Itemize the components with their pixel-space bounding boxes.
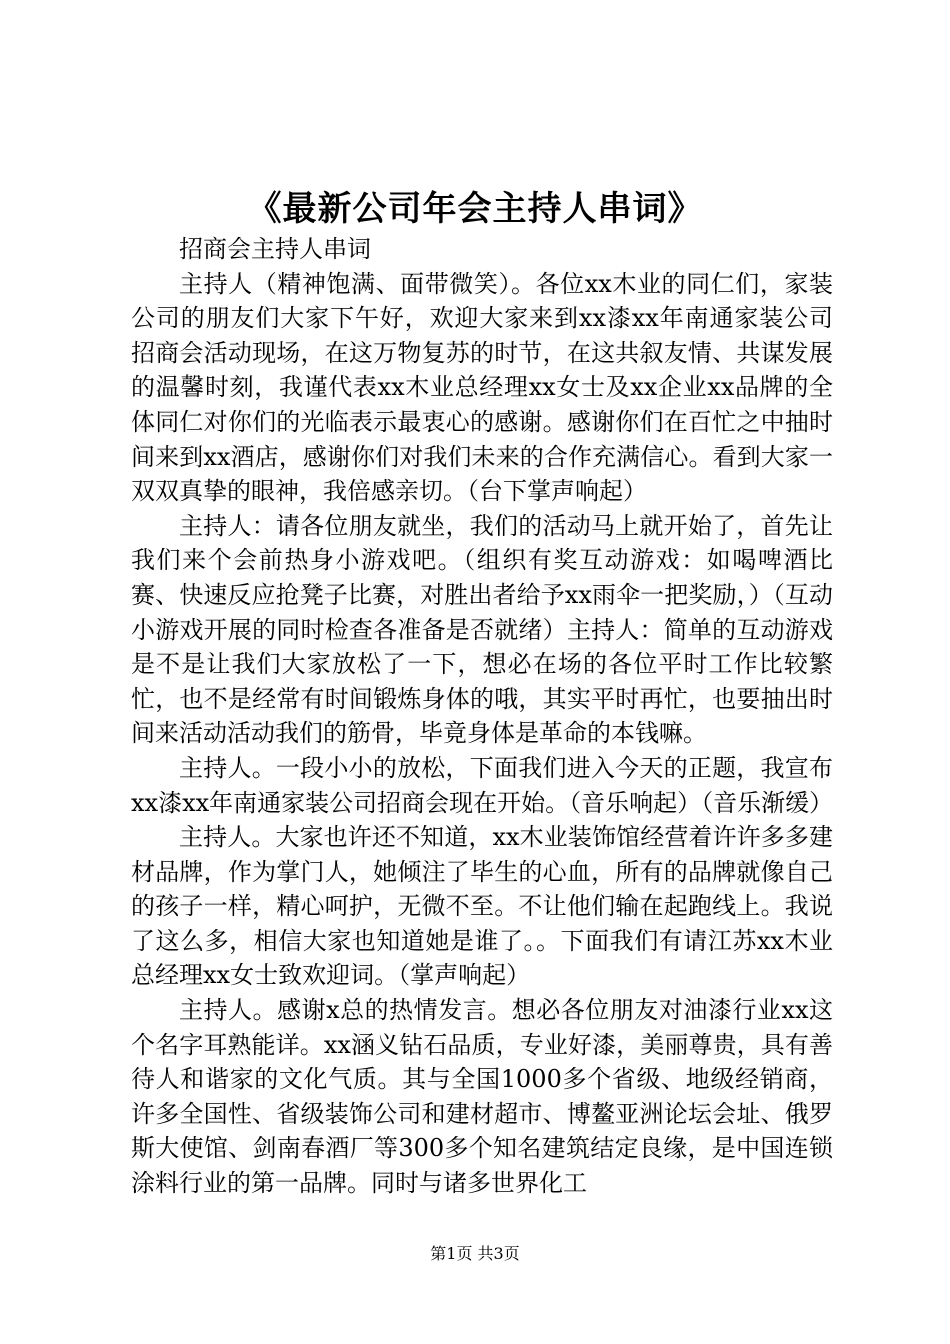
paragraph: 主持人。大家也许还不知道，xx木业装饰馆经营着许许多多建材品牌，作为掌门人，她倾注了毕生的心血，所有的品牌就像自己的孩子一样，精心呵护，无微不至。不让他们输在起跑线上。我说了这么多，相信大家也知道她是谁了。。下面我们有请江苏xx木业总经理xx女士致欢迎词。（掌声响起） <box>131 823 833 990</box>
page-number-footer: 第1页 共3页 <box>430 1244 520 1263</box>
paragraph: 主持人（精神饱满、面带微笑）。各位xx木业的同仁们，家装公司的朋友们大家下午好，欢迎大家来到xx漆xx年南通家装公司招商会活动现场，在这万物复苏的时节，在这共叙友情、共谋发展的温馨时刻，我谨代表xx木业总经理xx女士及xx企业xx品牌的全体同仁对你们的光临表示最衷心的感谢。感谢你们在百忙之中抽时间来到xx酒店，感谢你们对我们未来的合作充满信心。看到大家一双双真挚的眼神，我倍感亲切。（台下掌声响起） <box>131 269 833 506</box>
paragraph-heading: 招商会主持人串词 <box>179 235 371 263</box>
paragraph: 主持人：请各位朋友就坐，我们的活动马上就开始了，首先让我们来个会前热身小游戏吧。（组织有奖互动游戏：如喝啤酒比赛、快速反应抢凳子比赛，对胜出者给予xx雨伞一把奖励，）（互动小游戏开展的同时检查各准备是否就绪）主持人：简单的互动游戏是不是让我们大家放松了一下，想必在场的各位平时工作比较繁忙，也不是经常有时间锻炼身体的哦，其实平时再忙，也要抽出时间来活动活动我们的筋骨，毕竟身体是革命的本钱嘛。 <box>131 511 833 748</box>
document-title: 《最新公司年会主持人串词》 <box>247 189 703 229</box>
document-body <box>131 232 833 1201</box>
paragraph: 主持人。一段小小的放松，下面我们进入今天的正题，我宣布xx漆xx年南通家装公司招商会现在开始。（音乐响起）（音乐渐缓） <box>131 753 834 817</box>
paragraph: 主持人。感谢x总的热情发言。想必各位朋友对油漆行业xx这个名字耳熟能详。xx涵义钻石品质，专业好漆，美丽尊贵，具有善待人和谐家的文化气质。其与全国1000多个省级、地级经销商，许多全国性、省级装饰公司和建材超市、博鳌亚洲论坛会址、俄罗斯大使馆、剑南春酒厂等300多个知名建筑结定良缘，是中国连锁涂料行业的第一品牌。同时与诸多世界化工 <box>131 996 833 1198</box>
